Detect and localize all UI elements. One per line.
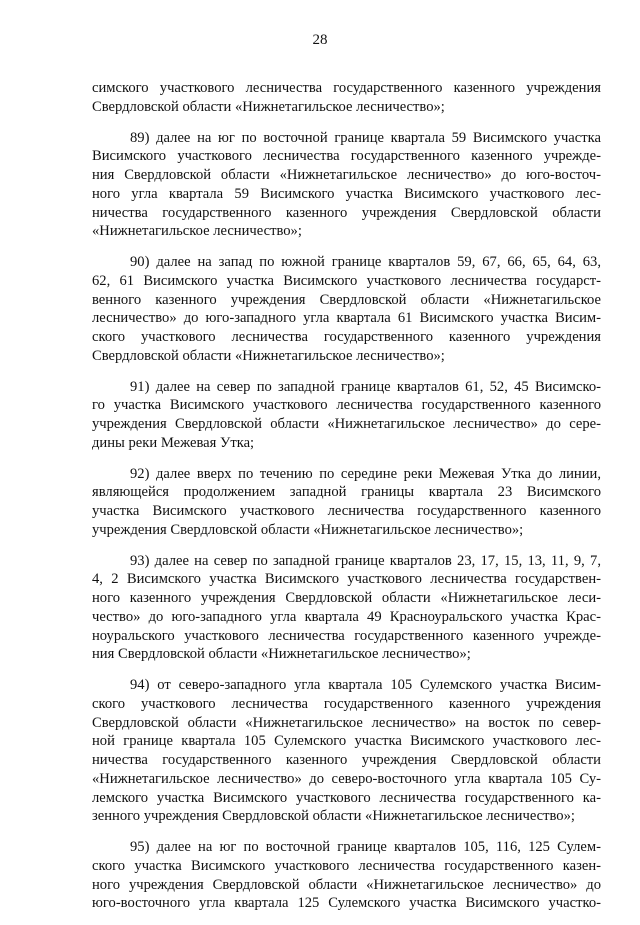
text-line: чество» до юго-западного угла квартала 49 Красноуральского участка Крас- bbox=[92, 608, 601, 625]
text-line: ного учреждения Свердловской области «Нижнетагильское лесничество» до bbox=[92, 876, 601, 893]
text-line: ничества государственного казенного учреждения Свердловской области bbox=[92, 204, 601, 221]
text-line: Свердловской области «Нижнетагильское лесничество»; bbox=[92, 347, 445, 364]
text-line: «Нижнетагильское лесничество»; bbox=[92, 223, 302, 240]
text-line: Свердловской области «Нижнетагильское лесничество» на восток по север- bbox=[92, 714, 601, 731]
paragraph-p89 bbox=[92, 129, 601, 242]
text-line: венного казенного учреждения Свердловской области «Нижнетагильское bbox=[92, 291, 601, 308]
text-line: ничества государственного казенного учреждения Свердловской области bbox=[92, 752, 601, 768]
text-line: лемского участка Висимского участкового лесничества государственного ка- bbox=[92, 789, 601, 806]
paragraph-p90 bbox=[92, 253, 601, 366]
text-line: 4, 2 Висимского участка Висимского участкового лесничества государствен- bbox=[92, 571, 601, 588]
text-line: ния Свердловской области «Нижнетагильское лесничество»; bbox=[92, 646, 471, 663]
text-line: 90) далее на запад по южной границе кварталов 59, 67, 66, 65, 64, 63, bbox=[130, 254, 601, 270]
text-line: 94) от северо-западного угла квартала 105 Сулемского участка Висим- bbox=[130, 677, 601, 693]
text-line: ного казенного учреждения Свердловской области «Нижнетагильское леси- bbox=[92, 590, 601, 606]
paragraph-continuation bbox=[92, 79, 601, 117]
text-line: 91) далее на север по западной границе кварталов 61, 52, 45 Висимско- bbox=[130, 378, 601, 395]
paragraph-p93 bbox=[92, 552, 601, 665]
text-line: ского участка Висимского участкового лесничества государственного казен- bbox=[92, 857, 601, 874]
paragraph-p91 bbox=[92, 378, 601, 453]
text-line: являющейся продолжением западной границы квартала 23 Висимского bbox=[92, 484, 601, 501]
text-line: «Нижнетагильское лесничество» до северо-восточного угла квартала 105 Су- bbox=[92, 770, 601, 787]
text-line: 93) далее на север по западной границе кварталов 23, 17, 15, 13, 11, 9, 7, bbox=[130, 552, 601, 569]
paragraph-p92 bbox=[92, 465, 601, 540]
text-line: учреждения Свердловской области «Нижнетагильское лесничество» до сере- bbox=[92, 416, 601, 432]
text-line: ния Свердловской области «Нижнетагильское лесничество» до юго-восточ- bbox=[92, 167, 601, 183]
text-line: симского участкового лесничества государственного казенного учреждения bbox=[92, 80, 601, 96]
text-line: участка Висимского участкового лесничества государственного казенного bbox=[92, 503, 601, 519]
page-number: 28 bbox=[312, 32, 328, 48]
text-line: юго-восточного угла квартала 125 Сулемского участка Висимского участко- bbox=[92, 895, 601, 912]
text-line: 89) далее на юг по восточной границе квартала 59 Висимского участка bbox=[130, 129, 601, 146]
text-line: 92) далее вверх по течению по середине реки Межевая Утка до линии, bbox=[130, 465, 601, 482]
text-line: 95) далее на юг по восточной границе кварталов 105, 116, 125 Сулем- bbox=[130, 839, 601, 855]
text-line: лесничество» до юго-западного угла квартала 61 Висимского участка Висим- bbox=[92, 310, 601, 327]
text-line: ной границе квартала 105 Сулемского участка Висимского участкового лес- bbox=[92, 733, 601, 750]
text-line: дины реки Межевая Утка; bbox=[92, 434, 255, 451]
text-line: ноуральского участкового лесничества государственного казенного учрежде- bbox=[92, 627, 601, 644]
document-body bbox=[92, 79, 601, 925]
text-line: ного угла квартала 59 Висимского участка Висимского участкового лес- bbox=[92, 185, 601, 202]
text-line: го участка Висимского участкового лесничества государственного казенного bbox=[92, 397, 601, 414]
text-line: ского участкового лесничества государственного казенного учреждения bbox=[92, 329, 601, 345]
text-line: Висимского участкового лесничества государственного казенного учрежде- bbox=[92, 148, 601, 165]
text-line: 62, 61 Висимского участка Висимского участкового лесничества государст- bbox=[92, 272, 601, 289]
paragraph-p95 bbox=[92, 838, 601, 913]
text-line: Свердловской области «Нижнетагильское лесничество»; bbox=[92, 98, 445, 115]
text-line: ского участкового лесничества государственного казенного учреждения bbox=[92, 695, 601, 712]
text-line: зенного учреждения Свердловской области «Нижнетагильское лесничество»; bbox=[92, 808, 575, 825]
text-line: учреждения Свердловской области «Нижнетагильское лесничество»; bbox=[92, 521, 524, 538]
paragraph-p94 bbox=[92, 676, 601, 826]
